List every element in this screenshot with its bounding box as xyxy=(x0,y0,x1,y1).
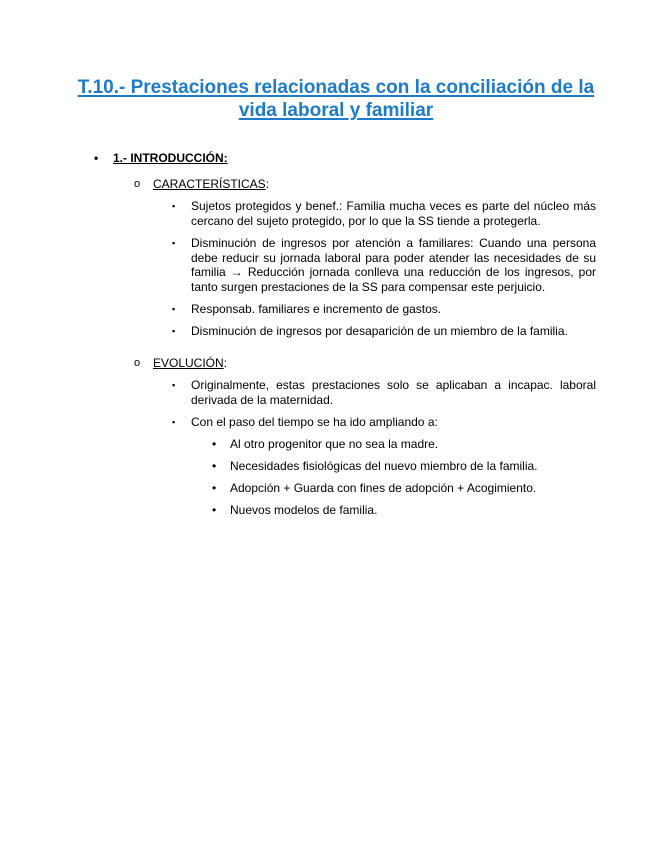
bullet-level4: • xyxy=(212,437,217,451)
list-item-text: Responsab. familiares e incremento de gastos. xyxy=(191,302,442,316)
sub-list-item-text: Nuevos modelos de familia. xyxy=(230,503,378,517)
bullet-level3: ▪ xyxy=(172,238,176,248)
bullet-level3: ▪ xyxy=(172,417,176,427)
bullet-level4: • xyxy=(212,459,217,473)
subsection-suffix: : xyxy=(265,177,270,191)
bullet-level3: ▪ xyxy=(172,326,176,336)
list-item-text: Con el paso del tiempo se ha ido ampliando a: xyxy=(191,415,438,429)
list-item-text: Disminución de ingresos por atención a familiares: Cuando una persona debe reducir su jornada laboral para poder atender las necesidades de su familia → Reducción jornada conlleva una reducción de los ingresos, por tanto surgen prestaciones de la SS para compensar este perjuicio. xyxy=(191,236,596,294)
bullet-level3: ▪ xyxy=(172,201,176,211)
bullet-level4: • xyxy=(212,503,217,517)
subsection-heading: CARACTERÍSTICAS xyxy=(153,177,266,191)
subsection-heading: EVOLUCIÓN xyxy=(153,356,224,370)
sub-list-item-text: Al otro progenitor que no sea la madre. xyxy=(230,437,439,451)
section-heading: 1.- INTRODUCCIÓN: xyxy=(113,151,228,165)
bullet-level1: • xyxy=(94,151,99,165)
list-item-text: Sujetos protegidos y benef.: Familia mucha veces es parte del núcleo más cercano del sujeto protegido, por lo que la SS tiende a protegerla. xyxy=(191,199,596,228)
bullet-level3: ▪ xyxy=(172,380,176,390)
bullet-level2: o xyxy=(134,178,141,190)
bullet-level2: o xyxy=(134,357,141,369)
list-item-text: Originalmente, estas prestaciones solo se aplicaban a incapac. laboral derivada de la maternidad. xyxy=(191,378,596,407)
list-item-text: Disminución de ingresos por desaparición de un miembro de la familia. xyxy=(191,324,568,338)
sub-list-item-text: Necesidades fisiológicas del nuevo miembro de la familia. xyxy=(230,459,538,473)
bullet-level3: ▪ xyxy=(172,304,176,314)
bullet-level4: • xyxy=(212,481,217,495)
document-title: T.10.- Prestaciones relacionadas con la conciliación de la vida laboral y familiar xyxy=(77,77,595,121)
subsection-suffix: : xyxy=(223,356,228,370)
sub-list-item-text: Adopción + Guarda con fines de adopción + Acogimiento. xyxy=(230,481,537,495)
